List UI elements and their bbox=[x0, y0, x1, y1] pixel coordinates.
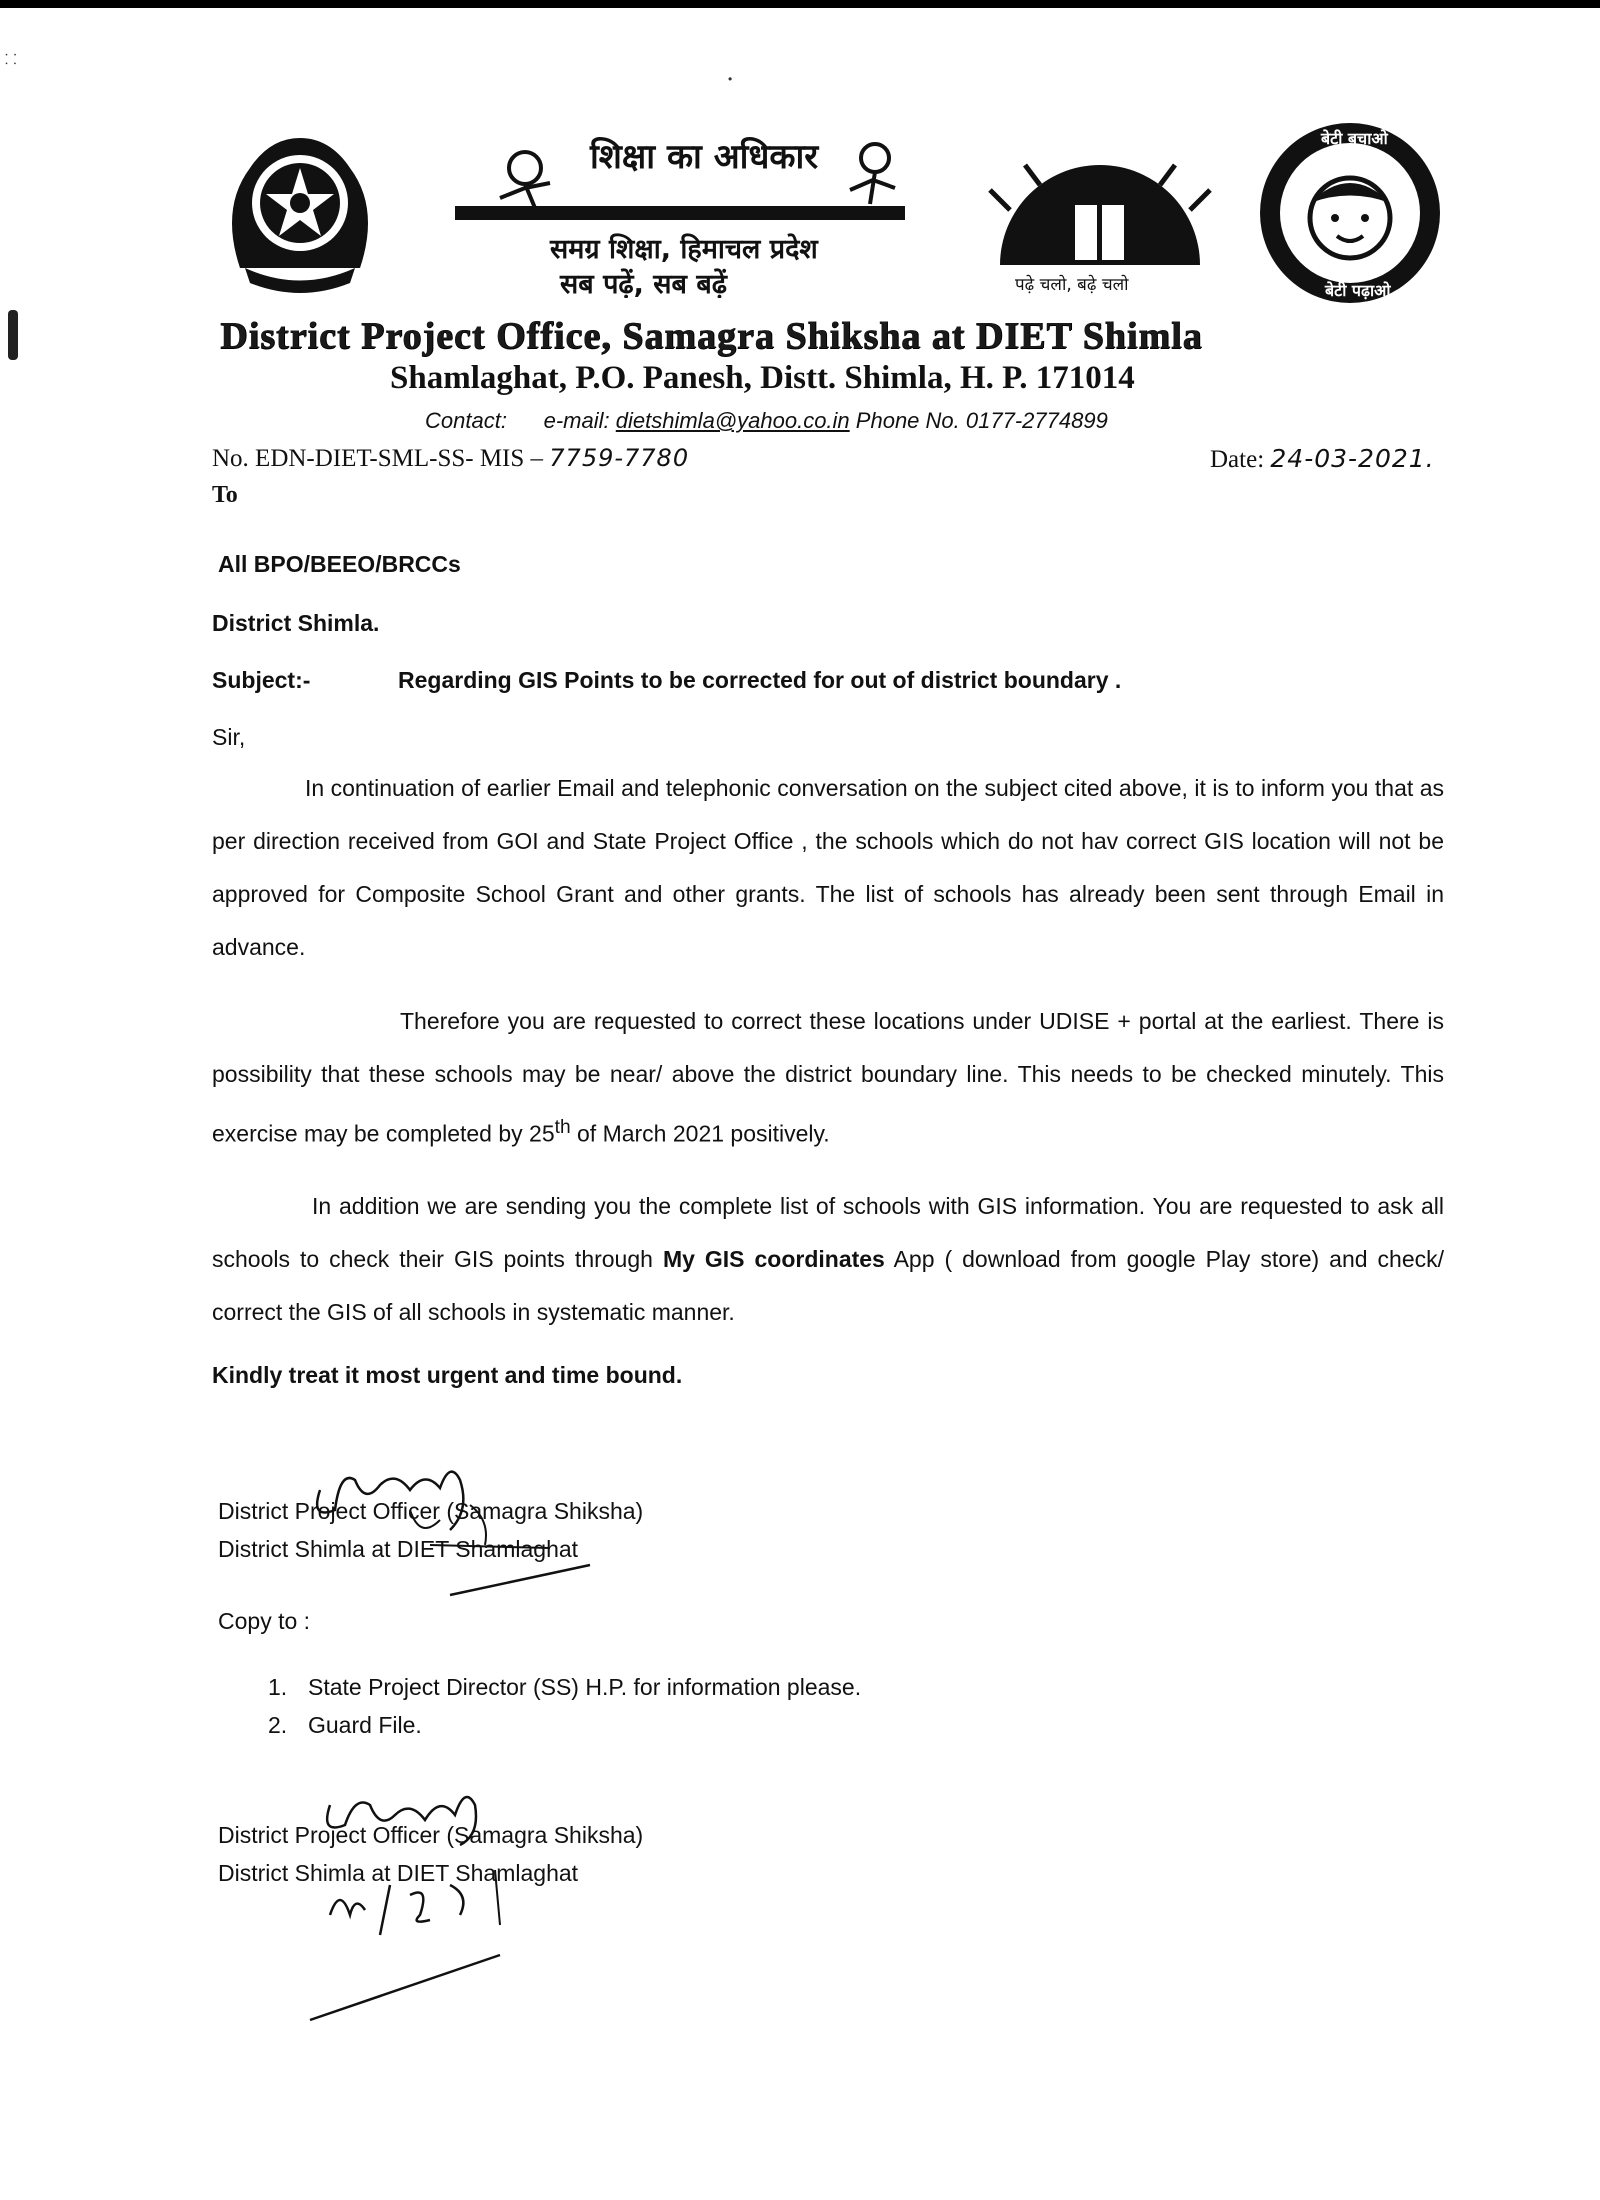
office-address: Shamlaghat, P.O. Panesh, Distt. Shimla, H. P. 171014 bbox=[390, 360, 1135, 396]
urgency-note: Kindly treat it most urgent and time bound. bbox=[212, 1362, 683, 1388]
recipients: All BPO/BEEO/BRCCs bbox=[218, 551, 461, 577]
email-address: dietshimla@yahoo.co.in bbox=[615, 408, 850, 433]
subject-label: Subject:- bbox=[212, 667, 311, 693]
himachal-emblem-logo bbox=[210, 118, 390, 298]
recipient-district: District Shimla. bbox=[212, 610, 380, 636]
beti-bachao-top: बेटी बचाओ bbox=[1321, 129, 1388, 148]
copy-item-text: Guard File. bbox=[308, 1712, 422, 1738]
subject-text: Regarding GIS Points to be corrected for out of district boundary . bbox=[398, 667, 1122, 693]
ordinal-suffix: th bbox=[554, 1117, 571, 1138]
signatory-designation: District Project Officer (Samagra Shiksha) bbox=[218, 1498, 644, 1524]
beti-bachao-bottom: बेटी पढ़ाओ bbox=[1325, 281, 1391, 300]
padhe-chalo-caption: पढ़े चलो, बढ़े चलो bbox=[1015, 275, 1129, 295]
scan-punch-mark bbox=[8, 310, 18, 360]
copy-item-number: 2. bbox=[268, 1712, 288, 1738]
paragraph-2-text-end: of March 2021 positively. bbox=[570, 1120, 830, 1147]
phone-number: 0177-2774899 bbox=[965, 408, 1108, 433]
signatory-designation-2: District Project Officer (Samagra Shiksha) bbox=[218, 1822, 644, 1848]
body-paragraph-3 bbox=[212, 1180, 1444, 1339]
paragraph-3-text: In addition we are sending you the complete list of schools with GIS information. You are requested to ask all schools to check their GIS points through bbox=[212, 1193, 1444, 1272]
scan-dot: • bbox=[728, 72, 733, 86]
contact-label: Contact: bbox=[425, 408, 507, 433]
signatory-office: District Shimla at DIET Shamlaghat bbox=[218, 1536, 579, 1562]
reference-prefix: No. EDN-DIET-SML-SS- MIS – bbox=[212, 445, 544, 472]
beti-bachao-logo bbox=[1255, 118, 1445, 308]
email-label: e-mail: bbox=[543, 408, 610, 433]
reference-handwritten-number: 7759-7780 bbox=[549, 444, 690, 472]
copy-to-list bbox=[268, 1668, 861, 1744]
copy-item-text: State Project Director (SS) H.P. for information please. bbox=[308, 1674, 862, 1700]
salutation: Sir, bbox=[212, 724, 246, 750]
paragraph-3-text-end: App ( download from google Play store) and check/ correct the GIS of all schools in systematic manner. bbox=[212, 1246, 1445, 1325]
rte-title: शिक्षा का अधिकार bbox=[590, 137, 819, 177]
signatory-office-2: District Shimla at DIET Shamlaghat bbox=[218, 1860, 579, 1886]
body-paragraph-2 bbox=[212, 995, 1444, 1161]
letter-date bbox=[1210, 444, 1435, 474]
scan-top-border bbox=[0, 0, 1600, 8]
signature-scribble-2 bbox=[300, 1775, 660, 2040]
reference-number bbox=[212, 444, 689, 473]
right-to-education-logo bbox=[455, 128, 915, 298]
contact-line bbox=[425, 408, 1108, 434]
app-name: My GIS coordinates bbox=[662, 1246, 885, 1272]
copy-item bbox=[268, 1668, 861, 1706]
office-title: District Project Office, Samagra Shiksha at DIET Shimla bbox=[220, 315, 1203, 357]
phone-label: Phone No. bbox=[855, 408, 960, 433]
copy-to-label: Copy to : bbox=[218, 1608, 311, 1634]
rte-line1: समग्र शिक्षा, हिमाचल प्रदेश bbox=[550, 234, 818, 265]
date-handwritten: 24-03-2021. bbox=[1270, 444, 1435, 473]
signature-scribble-1 bbox=[300, 1450, 620, 1615]
copy-item-number: 1. bbox=[268, 1674, 288, 1700]
paragraph-2-text: Therefore you are requested to correct these locations under UDISE + portal at the earliest. There is possibility that these schools may be near/ above the district boundary line. This needs to be checked minutely. This exercise may be completed by 25 bbox=[212, 1008, 1444, 1147]
padhe-chalo-logo bbox=[980, 150, 1220, 300]
date-label: Date: bbox=[1210, 446, 1265, 473]
rte-line2: सब पढ़ें, सब बढ़ें bbox=[560, 269, 727, 298]
body-paragraph-1: In continuation of earlier Email and telephonic conversation on the subject cited above, it is to inform you that as per direction received from GOI and State Project Office , the schools which do not hav correct GIS location will not be approved for Composite School Grant and other grants. The list of schools has already been sent through Email in advance. bbox=[212, 775, 1444, 960]
scan-mark: ⸬ bbox=[5, 51, 17, 67]
copy-item bbox=[268, 1706, 861, 1744]
to-label: To bbox=[212, 482, 238, 508]
